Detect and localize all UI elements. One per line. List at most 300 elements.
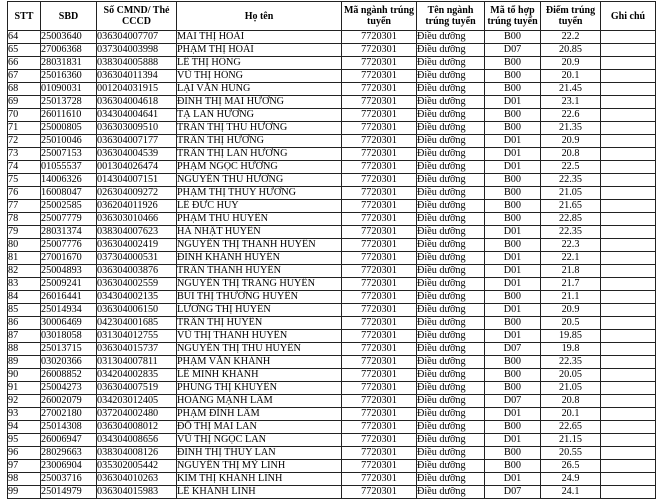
- cell-ma-nganh: 7720301: [342, 473, 417, 486]
- cell-ghi-chu: [601, 343, 656, 356]
- cell-ghi-chu: [601, 109, 656, 122]
- header-ho-ten: Họ tên: [177, 2, 342, 31]
- cell-stt: 77: [8, 200, 41, 213]
- cell-ho-ten: TRẦN THỊ HUYỀN: [177, 317, 342, 330]
- cell-ma-to-hop: D01: [485, 96, 541, 109]
- cell-diem: 22.2: [541, 31, 601, 44]
- cell-diem: 22.5: [541, 161, 601, 174]
- cell-ma-nganh: 7720301: [342, 57, 417, 70]
- cell-ten-nganh: Điều dưỡng: [417, 460, 485, 473]
- cell-diem: 23.1: [541, 96, 601, 109]
- table-row: [8, 96, 656, 109]
- cell-stt: 86: [8, 317, 41, 330]
- cell-ten-nganh: Điều dưỡng: [417, 83, 485, 96]
- cell-ghi-chu: [601, 291, 656, 304]
- cell-cmnd: 034304008656: [97, 434, 177, 447]
- cell-stt: 71: [8, 122, 41, 135]
- cell-diem: 22.35: [541, 174, 601, 187]
- cell-cmnd: 036304015983: [97, 486, 177, 499]
- cell-diem: 20.9: [541, 135, 601, 148]
- cell-ma-nganh: 7720301: [342, 265, 417, 278]
- cell-stt: 74: [8, 161, 41, 174]
- cell-ma-to-hop: B00: [485, 213, 541, 226]
- cell-stt: 87: [8, 330, 41, 343]
- cell-ten-nganh: Điều dưỡng: [417, 200, 485, 213]
- cell-diem: 21.1: [541, 291, 601, 304]
- header-sbd: SBD: [41, 2, 97, 31]
- cell-ma-to-hop: D01: [485, 330, 541, 343]
- cell-ho-ten: VŨ THỊ NGỌC LAN: [177, 434, 342, 447]
- cell-ten-nganh: Điều dưỡng: [417, 486, 485, 499]
- cell-ghi-chu: [601, 174, 656, 187]
- table-row: [8, 330, 656, 343]
- cell-ma-nganh: 7720301: [342, 200, 417, 213]
- header-ma-to-hop: Mã tổ hợp trúng tuyển: [485, 2, 541, 31]
- cell-ma-to-hop: D01: [485, 434, 541, 447]
- cell-ho-ten: PHẠM THỊ HOÀI: [177, 44, 342, 57]
- table-row: [8, 486, 656, 499]
- table-row: [8, 44, 656, 57]
- table-row: [8, 278, 656, 291]
- cell-ma-to-hop: D07: [485, 486, 541, 499]
- cell-diem: 21.65: [541, 200, 601, 213]
- cell-stt: 64: [8, 31, 41, 44]
- cell-ma-to-hop: B00: [485, 460, 541, 473]
- cell-ten-nganh: Điều dưỡng: [417, 343, 485, 356]
- cell-stt: 68: [8, 83, 41, 96]
- cell-ghi-chu: [601, 161, 656, 174]
- cell-ma-to-hop: D01: [485, 252, 541, 265]
- cell-ghi-chu: [601, 213, 656, 226]
- cell-ho-ten: PHẠM ĐÌNH LÂM: [177, 408, 342, 421]
- cell-stt: 72: [8, 135, 41, 148]
- cell-diem: 22.35: [541, 226, 601, 239]
- cell-sbd: 27001670: [41, 252, 97, 265]
- cell-ghi-chu: [601, 148, 656, 161]
- cell-diem: 22.3: [541, 239, 601, 252]
- cell-ten-nganh: Điều dưỡng: [417, 382, 485, 395]
- table-row: [8, 83, 656, 96]
- cell-ma-nganh: 7720301: [342, 31, 417, 44]
- cell-ma-to-hop: B00: [485, 109, 541, 122]
- cell-stt: 93: [8, 408, 41, 421]
- cell-cmnd: 034204002835: [97, 369, 177, 382]
- table-row: [8, 408, 656, 421]
- table-row: [8, 460, 656, 473]
- table-row: [8, 200, 656, 213]
- cell-cmnd: 036204011926: [97, 200, 177, 213]
- cell-ma-nganh: 7720301: [342, 252, 417, 265]
- cell-sbd: 25003716: [41, 473, 97, 486]
- cell-ten-nganh: Điều dưỡng: [417, 447, 485, 460]
- cell-ma-to-hop: D01: [485, 135, 541, 148]
- cell-ma-to-hop: B00: [485, 447, 541, 460]
- cell-ten-nganh: Điều dưỡng: [417, 395, 485, 408]
- cell-cmnd: 026304009272: [97, 187, 177, 200]
- cell-ma-to-hop: D01: [485, 265, 541, 278]
- cell-ma-nganh: 7720301: [342, 96, 417, 109]
- cell-ten-nganh: Điều dưỡng: [417, 317, 485, 330]
- table-row: [8, 265, 656, 278]
- cell-diem: 22.35: [541, 356, 601, 369]
- table-row: [8, 213, 656, 226]
- cell-ma-nganh: 7720301: [342, 369, 417, 382]
- cell-ho-ten: HÀ NHẬT HUYỀN: [177, 226, 342, 239]
- cell-sbd: 25014308: [41, 421, 97, 434]
- cell-diem: 20.05: [541, 369, 601, 382]
- cell-ma-to-hop: D07: [485, 343, 541, 356]
- cell-ma-to-hop: B00: [485, 57, 541, 70]
- cell-ma-nganh: 7720301: [342, 122, 417, 135]
- cell-sbd: 25000805: [41, 122, 97, 135]
- cell-diem: 20.55: [541, 447, 601, 460]
- cell-ma-to-hop: B00: [485, 317, 541, 330]
- header-ghi-chu: Ghi chú: [601, 2, 656, 31]
- cell-stt: 90: [8, 369, 41, 382]
- cell-stt: 84: [8, 291, 41, 304]
- cell-ma-nganh: 7720301: [342, 161, 417, 174]
- cell-ghi-chu: [601, 226, 656, 239]
- cell-diem: 24.1: [541, 486, 601, 499]
- cell-ghi-chu: [601, 96, 656, 109]
- cell-ma-nganh: 7720301: [342, 187, 417, 200]
- cell-sbd: 25014934: [41, 304, 97, 317]
- header-diem: Điểm trúng tuyển: [541, 2, 601, 31]
- cell-ho-ten: HOÀNG MẠNH LÂM: [177, 395, 342, 408]
- table-row: [8, 187, 656, 200]
- cell-ho-ten: NGUYỄN THỊ MỸ LINH: [177, 460, 342, 473]
- cell-stt: 65: [8, 44, 41, 57]
- cell-ma-nganh: 7720301: [342, 213, 417, 226]
- cell-ho-ten: LÊ THỊ HỒNG: [177, 57, 342, 70]
- cell-ma-nganh: 7720301: [342, 239, 417, 252]
- cell-ma-nganh: 7720301: [342, 44, 417, 57]
- table-row: [8, 304, 656, 317]
- cell-ten-nganh: Điều dưỡng: [417, 226, 485, 239]
- cell-ghi-chu: [601, 265, 656, 278]
- cell-ho-ten: ĐINH THỊ THÙY LAN: [177, 447, 342, 460]
- cell-cmnd: 037304003998: [97, 44, 177, 57]
- cell-ghi-chu: [601, 317, 656, 330]
- cell-sbd: 25009241: [41, 278, 97, 291]
- table-row: [8, 135, 656, 148]
- cell-stt: 69: [8, 96, 41, 109]
- cell-ma-to-hop: D01: [485, 278, 541, 291]
- cell-sbd: 28031831: [41, 57, 97, 70]
- cell-cmnd: 036304015737: [97, 343, 177, 356]
- cell-ma-to-hop: B00: [485, 239, 541, 252]
- cell-stt: 98: [8, 473, 41, 486]
- cell-stt: 67: [8, 70, 41, 83]
- cell-ten-nganh: Điều dưỡng: [417, 252, 485, 265]
- cell-ten-nganh: Điều dưỡng: [417, 57, 485, 70]
- cell-ma-to-hop: B00: [485, 382, 541, 395]
- cell-ghi-chu: [601, 239, 656, 252]
- cell-ho-ten: ĐỖ THỊ MAI LAN: [177, 421, 342, 434]
- cell-ten-nganh: Điều dưỡng: [417, 122, 485, 135]
- table-row: [8, 421, 656, 434]
- cell-ghi-chu: [601, 278, 656, 291]
- table-row: [8, 317, 656, 330]
- cell-ghi-chu: [601, 304, 656, 317]
- cell-diem: 20.1: [541, 70, 601, 83]
- cell-ho-ten: TRẦN THỊ THU HƯƠNG: [177, 122, 342, 135]
- cell-ho-ten: LÊ ĐỨC HUY: [177, 200, 342, 213]
- cell-diem: 22.65: [541, 421, 601, 434]
- cell-cmnd: 038304008126: [97, 447, 177, 460]
- cell-ten-nganh: Điều dưỡng: [417, 265, 485, 278]
- table-row: [8, 70, 656, 83]
- cell-sbd: 01090031: [41, 83, 97, 96]
- cell-ghi-chu: [601, 200, 656, 213]
- cell-cmnd: 038304007623: [97, 226, 177, 239]
- cell-ghi-chu: [601, 356, 656, 369]
- table-row: [8, 57, 656, 70]
- cell-sbd: 03018058: [41, 330, 97, 343]
- cell-ghi-chu: [601, 486, 656, 499]
- cell-ma-to-hop: B00: [485, 200, 541, 213]
- cell-ten-nganh: Điều dưỡng: [417, 434, 485, 447]
- cell-diem: 21.45: [541, 83, 601, 96]
- table-row: [8, 174, 656, 187]
- cell-ma-to-hop: B00: [485, 122, 541, 135]
- cell-stt: 89: [8, 356, 41, 369]
- cell-cmnd: 036303009510: [97, 122, 177, 135]
- cell-ho-ten: TẠ LAN HƯƠNG: [177, 109, 342, 122]
- cell-cmnd: 001304026474: [97, 161, 177, 174]
- cell-diem: 24.9: [541, 473, 601, 486]
- cell-ten-nganh: Điều dưỡng: [417, 408, 485, 421]
- table-row: [8, 109, 656, 122]
- cell-cmnd: 037304000531: [97, 252, 177, 265]
- cell-sbd: 26002079: [41, 395, 97, 408]
- cell-sbd: 03020366: [41, 356, 97, 369]
- cell-cmnd: 036304007707: [97, 31, 177, 44]
- cell-ma-nganh: 7720301: [342, 382, 417, 395]
- cell-cmnd: 036304011394: [97, 70, 177, 83]
- cell-cmnd: 036304007519: [97, 382, 177, 395]
- cell-cmnd: 036304010263: [97, 473, 177, 486]
- cell-sbd: 25003640: [41, 31, 97, 44]
- cell-sbd: 25010046: [41, 135, 97, 148]
- cell-cmnd: 037204002480: [97, 408, 177, 421]
- cell-diem: 21.15: [541, 434, 601, 447]
- cell-ma-to-hop: B00: [485, 31, 541, 44]
- cell-stt: 80: [8, 239, 41, 252]
- cell-ghi-chu: [601, 83, 656, 96]
- cell-cmnd: 034304004641: [97, 109, 177, 122]
- cell-ghi-chu: [601, 434, 656, 447]
- cell-sbd: 25013728: [41, 96, 97, 109]
- table-row: [8, 226, 656, 239]
- cell-diem: 22.1: [541, 252, 601, 265]
- cell-ten-nganh: Điều dưỡng: [417, 96, 485, 109]
- table-row: [8, 369, 656, 382]
- cell-diem: 20.8: [541, 395, 601, 408]
- cell-cmnd: 036304002419: [97, 239, 177, 252]
- cell-ho-ten: NGUYỄN THỊ THU HUYỀN: [177, 343, 342, 356]
- cell-stt: 94: [8, 421, 41, 434]
- cell-ten-nganh: Điều dưỡng: [417, 278, 485, 291]
- cell-ma-to-hop: D01: [485, 226, 541, 239]
- cell-ma-nganh: 7720301: [342, 434, 417, 447]
- cell-ten-nganh: Điều dưỡng: [417, 330, 485, 343]
- cell-cmnd: 036304002559: [97, 278, 177, 291]
- cell-ma-nganh: 7720301: [342, 83, 417, 96]
- header-stt: STT: [8, 2, 41, 31]
- cell-sbd: 25002585: [41, 200, 97, 213]
- cell-ghi-chu: [601, 135, 656, 148]
- cell-ghi-chu: [601, 122, 656, 135]
- cell-ho-ten: PHẠM THỊ THÚY HƯỜNG: [177, 187, 342, 200]
- cell-stt: 95: [8, 434, 41, 447]
- cell-sbd: 25014979: [41, 486, 97, 499]
- cell-cmnd: 036304004539: [97, 148, 177, 161]
- cell-stt: 75: [8, 174, 41, 187]
- cell-ma-nganh: 7720301: [342, 226, 417, 239]
- cell-ma-to-hop: D01: [485, 473, 541, 486]
- cell-cmnd: 034203012405: [97, 395, 177, 408]
- cell-diem: 26.5: [541, 460, 601, 473]
- cell-cmnd: 014304007151: [97, 174, 177, 187]
- cell-ma-nganh: 7720301: [342, 356, 417, 369]
- cell-ghi-chu: [601, 187, 656, 200]
- cell-stt: 92: [8, 395, 41, 408]
- cell-stt: 81: [8, 252, 41, 265]
- cell-sbd: 26008852: [41, 369, 97, 382]
- cell-sbd: 01055537: [41, 161, 97, 174]
- cell-diem: 19.85: [541, 330, 601, 343]
- cell-ten-nganh: Điều dưỡng: [417, 135, 485, 148]
- cell-stt: 96: [8, 447, 41, 460]
- cell-ghi-chu: [601, 57, 656, 70]
- cell-ten-nganh: Điều dưỡng: [417, 213, 485, 226]
- cell-ma-nganh: 7720301: [342, 486, 417, 499]
- cell-ghi-chu: [601, 70, 656, 83]
- cell-ma-nganh: 7720301: [342, 148, 417, 161]
- cell-sbd: 27002180: [41, 408, 97, 421]
- cell-stt: 97: [8, 460, 41, 473]
- cell-ma-to-hop: D01: [485, 148, 541, 161]
- cell-ho-ten: VŨ THỊ THANH HUYỀN: [177, 330, 342, 343]
- cell-ghi-chu: [601, 369, 656, 382]
- cell-ma-nganh: 7720301: [342, 317, 417, 330]
- cell-stt: 73: [8, 148, 41, 161]
- table-body: [8, 31, 656, 499]
- cell-ho-ten: MAI THỊ HOÀI: [177, 31, 342, 44]
- cell-ten-nganh: Điều dưỡng: [417, 174, 485, 187]
- cell-sbd: 27006368: [41, 44, 97, 57]
- cell-ten-nganh: Điều dưỡng: [417, 239, 485, 252]
- cell-cmnd: 036303010466: [97, 213, 177, 226]
- cell-ma-to-hop: B00: [485, 356, 541, 369]
- cell-diem: 22.85: [541, 213, 601, 226]
- cell-ten-nganh: Điều dưỡng: [417, 304, 485, 317]
- cell-ma-nganh: 7720301: [342, 421, 417, 434]
- table-row: [8, 161, 656, 174]
- cell-ma-to-hop: B00: [485, 70, 541, 83]
- cell-sbd: 25016360: [41, 70, 97, 83]
- cell-sbd: 23006904: [41, 460, 97, 473]
- cell-ho-ten: VŨ THỊ HỒNG: [177, 70, 342, 83]
- admission-table: [7, 1, 656, 499]
- cell-cmnd: 031304012755: [97, 330, 177, 343]
- cell-ma-nganh: 7720301: [342, 278, 417, 291]
- cell-ten-nganh: Điều dưỡng: [417, 473, 485, 486]
- cell-ho-ten: ĐINH KHÁNH HUYỀN: [177, 252, 342, 265]
- cell-ma-to-hop: B00: [485, 369, 541, 382]
- cell-ma-nganh: 7720301: [342, 135, 417, 148]
- cell-sbd: 26006947: [41, 434, 97, 447]
- cell-sbd: 25007779: [41, 213, 97, 226]
- table-row: [8, 395, 656, 408]
- cell-ghi-chu: [601, 421, 656, 434]
- cell-diem: 20.5: [541, 317, 601, 330]
- cell-stt: 88: [8, 343, 41, 356]
- cell-ten-nganh: Điều dưỡng: [417, 44, 485, 57]
- cell-diem: 20.8: [541, 148, 601, 161]
- cell-ma-to-hop: B00: [485, 174, 541, 187]
- cell-ten-nganh: Điều dưỡng: [417, 187, 485, 200]
- cell-ten-nganh: Điều dưỡng: [417, 109, 485, 122]
- cell-cmnd: 036304008012: [97, 421, 177, 434]
- cell-stt: 76: [8, 187, 41, 200]
- table-row: [8, 239, 656, 252]
- header-ma-nganh: Mã ngành trúng tuyển: [342, 2, 417, 31]
- cell-ma-to-hop: D01: [485, 408, 541, 421]
- cell-cmnd: 031304007811: [97, 356, 177, 369]
- table-row: [8, 122, 656, 135]
- table-row: [8, 447, 656, 460]
- cell-ghi-chu: [601, 460, 656, 473]
- cell-diem: 20.9: [541, 57, 601, 70]
- cell-ma-to-hop: D07: [485, 44, 541, 57]
- cell-diem: 21.7: [541, 278, 601, 291]
- cell-diem: 21.35: [541, 122, 601, 135]
- cell-cmnd: 036304007177: [97, 135, 177, 148]
- cell-ten-nganh: Điều dưỡng: [417, 161, 485, 174]
- cell-ma-to-hop: D07: [485, 395, 541, 408]
- table-row: [8, 31, 656, 44]
- cell-sbd: 16008047: [41, 187, 97, 200]
- table-row: [8, 291, 656, 304]
- cell-ma-nganh: 7720301: [342, 174, 417, 187]
- cell-diem: 19.8: [541, 343, 601, 356]
- cell-diem: 21.05: [541, 382, 601, 395]
- cell-ghi-chu: [601, 395, 656, 408]
- cell-diem: 22.6: [541, 109, 601, 122]
- cell-stt: 79: [8, 226, 41, 239]
- cell-ho-ten: NGUYỄN THỊ TRANG HUYỀN: [177, 278, 342, 291]
- table-row: [8, 434, 656, 447]
- cell-ho-ten: TRẦN THỊ LAN HƯƠNG: [177, 148, 342, 161]
- cell-stt: 85: [8, 304, 41, 317]
- cell-cmnd: 042304001685: [97, 317, 177, 330]
- cell-ho-ten: PHẠM NGỌC HƯỜNG: [177, 161, 342, 174]
- cell-ma-to-hop: B00: [485, 291, 541, 304]
- cell-diem: 20.1: [541, 408, 601, 421]
- cell-ho-ten: TRẦN THỊ HƯƠNG: [177, 135, 342, 148]
- cell-ma-to-hop: B00: [485, 421, 541, 434]
- cell-sbd: 25007153: [41, 148, 97, 161]
- cell-ma-nganh: 7720301: [342, 395, 417, 408]
- cell-sbd: 25004273: [41, 382, 97, 395]
- cell-sbd: 25013715: [41, 343, 97, 356]
- cell-sbd: 26011610: [41, 109, 97, 122]
- cell-ho-ten: PHÙNG THỊ KHUYÊN: [177, 382, 342, 395]
- cell-ghi-chu: [601, 408, 656, 421]
- cell-ho-ten: PHẠM VĂN KHÁNH: [177, 356, 342, 369]
